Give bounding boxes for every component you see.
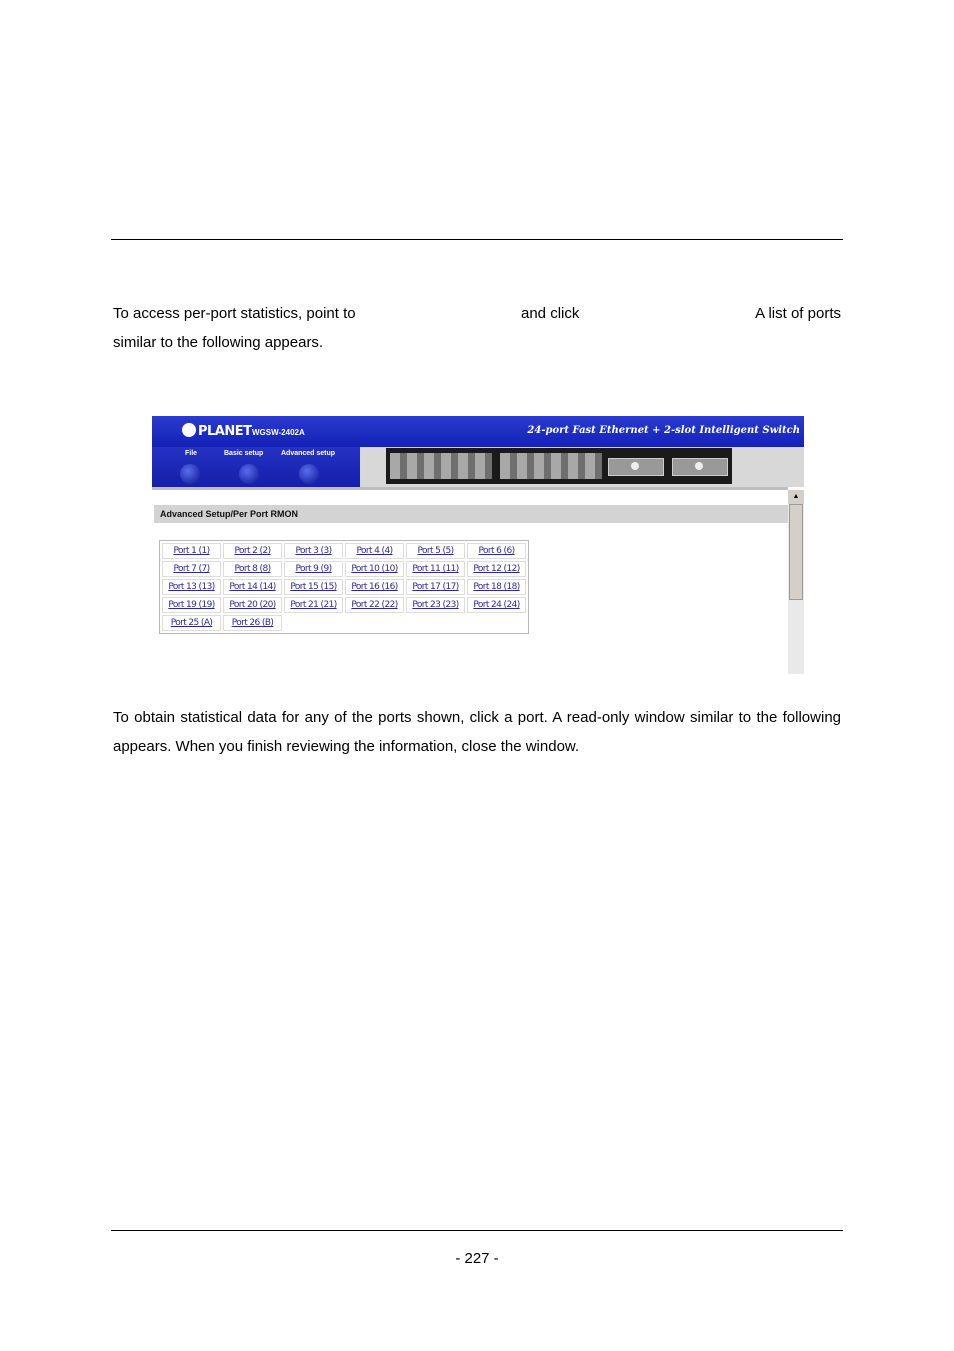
port-link[interactable]: Port 20 (20) (223, 597, 282, 613)
advanced-setup-ball-icon[interactable] (299, 464, 319, 484)
port-link[interactable]: Port 17 (17) (406, 579, 465, 595)
port-bank-right-icon (500, 453, 602, 479)
port-link[interactable]: Port 22 (22) (345, 597, 404, 613)
port-link[interactable]: Port 23 (23) (406, 597, 465, 613)
port-link[interactable]: Port 19 (19) (162, 597, 221, 613)
port-link[interactable]: Port 3 (3) (284, 543, 343, 559)
instructions-paragraph: To obtain statistical data for any of the ports shown, click a port. A read-only window similar to the following appears. When you finish reviewing the information, close the window. (113, 709, 841, 755)
slot-b-icon (672, 458, 728, 476)
port-link[interactable]: Port 6 (6) (467, 543, 526, 559)
port-link[interactable]: Port 18 (18) (467, 579, 526, 595)
port-link[interactable]: Port 7 (7) (162, 561, 221, 577)
header-banner (152, 416, 804, 447)
intro-paragraph (113, 299, 841, 357)
footer-rule (111, 1230, 843, 1231)
basic-setup-ball-icon[interactable] (239, 464, 259, 484)
model-label: WGSW-2402A (252, 428, 305, 437)
port-link[interactable]: Port 13 (13) (162, 579, 221, 595)
product-tagline: 24-port Fast Ethernet + 2-slot Intelligent Switch (527, 425, 800, 436)
frame-divider (152, 487, 788, 490)
nav-bar (152, 447, 360, 487)
nav-file[interactable]: File (185, 450, 198, 457)
port-bank-left-icon (390, 453, 492, 479)
port-row (161, 560, 527, 578)
port-link[interactable]: Port 5 (5) (406, 543, 465, 559)
port-link[interactable]: Port 21 (21) (284, 597, 343, 613)
section-title: Advanced Setup/Per Port RMON (154, 505, 788, 523)
intro-text-part1: To access per-port statistics, point to (113, 305, 356, 322)
port-link[interactable]: Port 2 (2) (223, 543, 282, 559)
port-link[interactable]: Port 12 (12) (467, 561, 526, 577)
port-link[interactable]: Port 14 (14) (223, 579, 282, 595)
port-link[interactable]: Port 8 (8) (223, 561, 282, 577)
port-link[interactable]: Port 26 (B) (223, 615, 282, 631)
port-row (161, 614, 527, 632)
file-ball-icon[interactable] (180, 464, 200, 484)
device-panel (360, 447, 804, 487)
port-link[interactable]: Port 25 (A) (162, 615, 221, 631)
port-link[interactable]: Port 16 (16) (345, 579, 404, 595)
page-number: - 227 - (455, 1250, 499, 1267)
port-link[interactable]: Port 1 (1) (162, 543, 221, 559)
switch-front-image (386, 448, 732, 484)
nav-advanced-setup[interactable]: Advanced setup (281, 450, 336, 457)
port-link-table (159, 540, 529, 634)
slot-a-icon (608, 458, 664, 476)
planet-logo-icon (182, 423, 196, 437)
planet-logo (182, 423, 252, 439)
port-row (161, 578, 527, 596)
port-link[interactable]: Port 24 (24) (467, 597, 526, 613)
header-rule (111, 239, 843, 240)
port-row (161, 542, 527, 560)
port-link[interactable]: Port 9 (9) (284, 561, 343, 577)
vertical-scrollbar[interactable] (788, 490, 804, 674)
port-link[interactable]: Port 4 (4) (345, 543, 404, 559)
intro-text-part2: and click (521, 305, 580, 322)
nav-basic-setup[interactable]: Basic setup (224, 450, 264, 457)
port-link[interactable]: Port 15 (15) (284, 579, 343, 595)
port-link[interactable]: Port 11 (11) (406, 561, 465, 577)
port-link[interactable]: Port 10 (10) (345, 561, 404, 577)
port-row (161, 596, 527, 614)
intro-text-part3: A list of ports (755, 305, 841, 322)
logo-text: PLANET (198, 424, 252, 439)
scroll-up-arrow-icon[interactable]: ▲ (788, 490, 804, 504)
switch-web-ui-screenshot (152, 416, 804, 674)
scroll-thumb[interactable] (789, 504, 803, 600)
intro-text-line2: similar to the following appears. (113, 334, 324, 351)
